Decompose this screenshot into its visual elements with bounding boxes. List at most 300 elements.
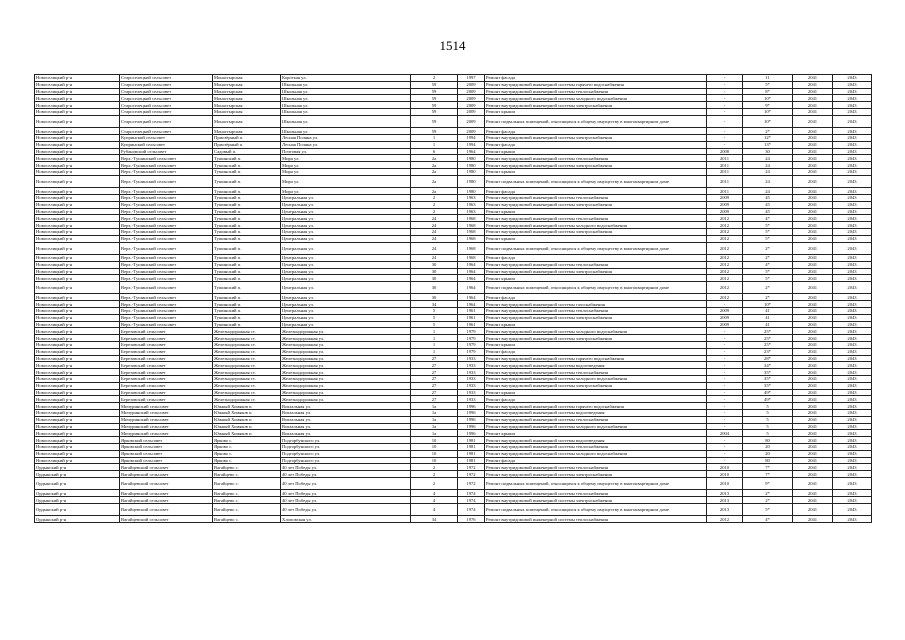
street-cell: 40 лет Победы ул. <box>281 478 411 490</box>
work-type-cell: Ремонт внутридомовой инженерной системы теплоснабжения <box>485 516 707 523</box>
district-cell: Новоселицкий р-н <box>35 335 120 342</box>
wear-index-cell: 7* <box>743 464 793 471</box>
last-repair-cell: 2009 <box>707 314 743 321</box>
year-cell: 2009 <box>458 88 485 95</box>
year-cell: 1933 <box>458 369 485 376</box>
end-year-cell: 2043 <box>833 242 872 254</box>
work-type-cell: Ремонт внутридомовой инженерной системы теплоснабжения <box>485 155 707 162</box>
work-type-cell: Ремонт подвальных помещений, относящихся к общему имуществу в многоквартирном доме <box>485 503 707 515</box>
wear-index-cell: 5 <box>743 423 793 430</box>
district-cell: Новоселицкий р-н <box>35 321 120 328</box>
house-cell: 4 <box>411 497 458 504</box>
work-type-cell: Ремонт фасада <box>485 457 707 464</box>
start-year-cell: 2041 <box>793 342 833 349</box>
street-cell: Центральная ул. <box>281 194 411 201</box>
wear-index-cell: 45 <box>743 201 793 208</box>
settlement-cell: Мичуринский сельсовет <box>120 430 213 437</box>
table-row <box>35 148 872 155</box>
district-cell: Новоселицкий р-н <box>35 215 120 222</box>
settlement-cell: Березовский сельсовет <box>120 369 213 376</box>
end-year-cell: 2043 <box>833 410 872 417</box>
wear-index-cell: 24 <box>743 175 793 187</box>
work-type-cell: Ремонт подвальных помещений, относящихся к общему имуществу в многоквартирном доме <box>485 242 707 254</box>
wear-index-cell: 10* <box>743 301 793 308</box>
wear-index-cell: 28* <box>743 355 793 362</box>
locality-cell: Тушинский п. <box>213 208 281 215</box>
district-cell: Новоселицкий р-н <box>35 275 120 282</box>
year-cell: 1963 <box>458 201 485 208</box>
district-cell: Новоселицкий р-н <box>35 108 120 115</box>
year-cell: 1974 <box>458 490 485 497</box>
settlement-cell: Вагайцевский сельсовет <box>120 478 213 490</box>
start-year-cell: 2041 <box>793 335 833 342</box>
end-year-cell: 2043 <box>833 81 872 88</box>
start-year-cell: 2041 <box>793 275 833 282</box>
end-year-cell: 2043 <box>833 282 872 294</box>
start-year-cell: 2041 <box>793 403 833 410</box>
street-cell: Железнодорожная ул. <box>281 362 411 369</box>
street-cell: Центральная ул. <box>281 201 411 208</box>
street-cell: Железнодорожная ул. <box>281 389 411 396</box>
wear-index-cell: 45 <box>743 194 793 201</box>
district-cell: Новоселицкий р-н <box>35 308 120 315</box>
work-type-cell: Ремонт фасада <box>485 294 707 301</box>
last-repair-cell: 2004 <box>707 430 743 437</box>
house-cell: 2а <box>411 162 458 169</box>
house-cell: 1 <box>411 328 458 335</box>
settlement-cell: Вагайцевский сельсовет <box>120 503 213 515</box>
last-repair-cell: 2012 <box>707 222 743 229</box>
house-cell: 24 <box>411 235 458 242</box>
end-year-cell: 2043 <box>833 235 872 242</box>
locality-cell: Монастырская <box>213 115 281 127</box>
table-row <box>35 437 872 444</box>
street-cell: Центральная ул. <box>281 314 411 321</box>
year-cell: 1961 <box>458 321 485 328</box>
year-cell: 1979 <box>458 328 485 335</box>
last-repair-cell: 2012 <box>707 228 743 235</box>
start-year-cell: 2041 <box>793 194 833 201</box>
house-cell: 59 <box>411 115 458 127</box>
work-type-cell: Ремонт внутридомовой инженерной системы электроснабжения <box>485 162 707 169</box>
end-year-cell: 2043 <box>833 335 872 342</box>
settlement-cell: Березовский сельсовет <box>120 396 213 403</box>
house-cell: 1а <box>411 423 458 430</box>
table-row <box>35 102 872 109</box>
table-row <box>35 215 872 222</box>
street-cell: Центральная ул. <box>281 301 411 308</box>
street-cell: Вокзальная ул. <box>281 423 411 430</box>
settlement-cell: Староселецкий сельсовет <box>120 88 213 95</box>
house-cell: 24 <box>411 228 458 235</box>
locality-cell: Тушинский п. <box>213 194 281 201</box>
work-type-cell: Ремонт внутридомовой инженерной системы электроснабжения <box>485 382 707 389</box>
locality-cell: Монастырская <box>213 95 281 102</box>
district-cell: Новоселицкий р-н <box>35 382 120 389</box>
work-type-cell: Ремонт внутридомовой инженерной системы теплоснабжения <box>485 464 707 471</box>
end-year-cell: 2043 <box>833 141 872 148</box>
locality-cell: Южный Хомяков п. <box>213 410 281 417</box>
year-cell: 1972 <box>458 464 485 471</box>
year-cell: 1933 <box>458 396 485 403</box>
end-year-cell: 2043 <box>833 444 872 451</box>
year-cell: 1980 <box>458 175 485 187</box>
last-repair-cell: - <box>707 410 743 417</box>
wear-index-cell: 24 <box>743 155 793 162</box>
locality-cell: Ярково с. <box>213 457 281 464</box>
district-cell: Новоселицкий р-н <box>35 423 120 430</box>
locality-cell: Южный Хомяков п. <box>213 403 281 410</box>
year-cell: 1961 <box>458 314 485 321</box>
locality-cell: Тушинский п. <box>213 235 281 242</box>
table-row <box>35 81 872 88</box>
district-cell: Новоселицкий р-н <box>35 95 120 102</box>
end-year-cell: 2043 <box>833 464 872 471</box>
settlement-cell: Мичуринский сельсовет <box>120 423 213 430</box>
work-type-cell: Ремонт крыши <box>485 235 707 242</box>
table-row <box>35 188 872 195</box>
house-cell: 2а <box>411 188 458 195</box>
settlement-cell: Вагайцевский сельсовет <box>120 490 213 497</box>
street-cell: 40 лет Победы ул. <box>281 490 411 497</box>
house-cell: 59 <box>411 95 458 102</box>
locality-cell: Монастырская <box>213 102 281 109</box>
street-cell: Лесная Поляна ул. <box>281 141 411 148</box>
street-cell: Центральная ул. <box>281 242 411 254</box>
locality-cell: Тушинский п. <box>213 282 281 294</box>
street-cell: Школьная ул. <box>281 95 411 102</box>
street-cell: Центральная ул. <box>281 228 411 235</box>
wear-index-cell: 35* <box>743 369 793 376</box>
settlement-cell: Купринский сельсовет <box>120 141 213 148</box>
work-type-cell: Ремонт подвальных помещений, относящихся к общему имуществу в многоквартирном доме <box>485 115 707 127</box>
work-type-cell: Ремонт внутридомовой инженерной системы холодного водоснабжения <box>485 423 707 430</box>
house-cell: 27 <box>411 396 458 403</box>
wear-index-cell: 24 <box>743 168 793 175</box>
end-year-cell: 2043 <box>833 215 872 222</box>
last-repair-cell: - <box>707 444 743 451</box>
start-year-cell: 2041 <box>793 503 833 515</box>
end-year-cell: 2043 <box>833 155 872 162</box>
work-type-cell: Ремонт внутридомовой инженерной системы газоснабжения <box>485 301 707 308</box>
work-type-cell: Ремонт внутридомовой инженерной системы электроснабжения <box>485 228 707 235</box>
street-cell: Школьная ул. <box>281 88 411 95</box>
end-year-cell: 2043 <box>833 95 872 102</box>
end-year-cell: 2043 <box>833 423 872 430</box>
district-cell: Новоселицкий р-н <box>35 88 120 95</box>
year-cell: 1964 <box>458 282 485 294</box>
end-year-cell: 2043 <box>833 148 872 155</box>
last-repair-cell: - <box>707 128 743 135</box>
end-year-cell: 2043 <box>833 450 872 457</box>
house-cell: 59 <box>411 108 458 115</box>
end-year-cell: 2043 <box>833 228 872 235</box>
district-cell: Новоселицкий р-н <box>35 355 120 362</box>
end-year-cell: 2043 <box>833 355 872 362</box>
table-row <box>35 376 872 383</box>
district-cell: Новоселицкий р-н <box>35 254 120 261</box>
table-row <box>35 410 872 417</box>
end-year-cell: 2043 <box>833 194 872 201</box>
table-row <box>35 423 872 430</box>
wear-index-cell: 35* <box>743 382 793 389</box>
district-cell: Новоселицкий р-н <box>35 444 120 451</box>
district-cell: Новоселицкий р-н <box>35 348 120 355</box>
end-year-cell: 2043 <box>833 503 872 515</box>
last-repair-cell: - <box>707 396 743 403</box>
start-year-cell: 2041 <box>793 308 833 315</box>
start-year-cell: 2041 <box>793 254 833 261</box>
settlement-cell: Березовский сельсовет <box>120 342 213 349</box>
year-cell: 1964 <box>458 268 485 275</box>
street-cell: Центральная ул. <box>281 222 411 229</box>
table-row <box>35 261 872 268</box>
wear-index-cell: 25* <box>743 342 793 349</box>
year-cell: 1964 <box>458 275 485 282</box>
table-row <box>35 115 872 127</box>
last-repair-cell: 2010 <box>707 464 743 471</box>
end-year-cell: 2043 <box>833 342 872 349</box>
table-row <box>35 403 872 410</box>
last-repair-cell: - <box>707 457 743 464</box>
start-year-cell: 2041 <box>793 471 833 478</box>
house-cell: 59 <box>411 102 458 109</box>
start-year-cell: 2041 <box>793 478 833 490</box>
work-type-cell: Ремонт фасада <box>485 396 707 403</box>
locality-cell: Ярково с. <box>213 437 281 444</box>
street-cell: Центральная ул. <box>281 321 411 328</box>
last-repair-cell: 2011 <box>707 188 743 195</box>
table-row <box>35 75 872 82</box>
street-cell: Железнодорожная ул. <box>281 369 411 376</box>
start-year-cell: 2041 <box>793 201 833 208</box>
end-year-cell: 2043 <box>833 308 872 315</box>
end-year-cell: 2043 <box>833 168 872 175</box>
locality-cell: Вагайцево с. <box>213 497 281 504</box>
wear-index-cell: 10* <box>743 115 793 127</box>
work-type-cell: Ремонт внутридомовой инженерной системы холодного водоснабжения <box>485 95 707 102</box>
start-year-cell: 2041 <box>793 321 833 328</box>
district-cell: Ордынский р-н <box>35 503 120 515</box>
street-cell: Центральная ул. <box>281 215 411 222</box>
last-repair-cell: - <box>707 369 743 376</box>
wear-index-cell: 10* <box>743 95 793 102</box>
table-row <box>35 108 872 115</box>
last-repair-cell: 2012 <box>707 254 743 261</box>
end-year-cell: 2043 <box>833 416 872 423</box>
work-type-cell: Ремонт внутридомовой инженерной системы холодного водоснабжения <box>485 328 707 335</box>
wear-index-cell: 30 <box>743 148 793 155</box>
locality-cell: Тушинский п. <box>213 215 281 222</box>
locality-cell: Железнодорожная ст. <box>213 342 281 349</box>
work-type-cell: Ремонт крыши <box>485 108 707 115</box>
settlement-cell: Верх.-Тушинский сельсовет <box>120 268 213 275</box>
locality-cell: Вагайцево с. <box>213 478 281 490</box>
street-cell: Хлоповская ул. <box>281 516 411 523</box>
table-row <box>35 490 872 497</box>
district-cell: Новоселицкий р-н <box>35 194 120 201</box>
locality-cell: Приозёрный п. <box>213 134 281 141</box>
street-cell: Школьная ул. <box>281 115 411 127</box>
last-repair-cell: - <box>707 328 743 335</box>
year-cell: 1933 <box>458 376 485 383</box>
street-cell: Лесная Поляна ул. <box>281 134 411 141</box>
last-repair-cell: 2013 <box>707 497 743 504</box>
last-repair-cell: - <box>707 342 743 349</box>
last-repair-cell: - <box>707 335 743 342</box>
start-year-cell: 2041 <box>793 235 833 242</box>
start-year-cell: 2041 <box>793 437 833 444</box>
settlement-cell: Мичуринский сельсовет <box>120 410 213 417</box>
table-row <box>35 194 872 201</box>
start-year-cell: 2041 <box>793 95 833 102</box>
wear-index-cell: 35* <box>743 376 793 383</box>
district-cell: Ордынский р-н <box>35 478 120 490</box>
settlement-cell: Купринский сельсовет <box>120 134 213 141</box>
year-cell: 2009 <box>458 102 485 109</box>
work-type-cell: Ремонт внутридомовой инженерной системы горячего водоснабжения <box>485 81 707 88</box>
house-cell: 10 <box>411 457 458 464</box>
settlement-cell: Верх.-Тушинский сельсовет <box>120 235 213 242</box>
settlement-cell: Староселецкий сельсовет <box>120 102 213 109</box>
street-cell: Школьная ул. <box>281 108 411 115</box>
locality-cell: Железнодорожная ст. <box>213 328 281 335</box>
settlement-cell: Березовский сельсовет <box>120 389 213 396</box>
year-cell: 2009 <box>458 95 485 102</box>
wear-index-cell: 5* <box>743 228 793 235</box>
last-repair-cell: 2012 <box>707 275 743 282</box>
house-cell: 27 <box>411 389 458 396</box>
table-row <box>35 128 872 135</box>
last-repair-cell: - <box>707 134 743 141</box>
locality-cell: Тушинский п. <box>213 162 281 169</box>
end-year-cell: 2043 <box>833 396 872 403</box>
page-number: 1514 <box>439 38 466 53</box>
table-row <box>35 355 872 362</box>
settlement-cell: Верх.-Тушинский сельсовет <box>120 242 213 254</box>
wear-index-cell: 5* <box>743 503 793 515</box>
year-cell: 1979 <box>458 335 485 342</box>
year-cell: 1968 <box>458 242 485 254</box>
end-year-cell: 2043 <box>833 516 872 523</box>
settlement-cell: Верх.-Тушинский сельсовет <box>120 215 213 222</box>
street-cell: Почтовая ул. <box>281 148 411 155</box>
start-year-cell: 2041 <box>793 355 833 362</box>
wear-index-cell: 24 <box>743 162 793 169</box>
end-year-cell: 2043 <box>833 328 872 335</box>
start-year-cell: 2041 <box>793 148 833 155</box>
street-cell: Железнодорожная ул. <box>281 382 411 389</box>
district-cell: Новоселицкий р-н <box>35 222 120 229</box>
last-repair-cell: - <box>707 362 743 369</box>
locality-cell: Вагайцево с. <box>213 503 281 515</box>
wear-index-cell: 13* <box>743 141 793 148</box>
settlement-cell: Березовский сельсовет <box>120 376 213 383</box>
work-type-cell: Ремонт внутридомовой инженерной системы электроснабжения <box>485 314 707 321</box>
end-year-cell: 2043 <box>833 430 872 437</box>
locality-cell: Монастырская <box>213 108 281 115</box>
start-year-cell: 2041 <box>793 457 833 464</box>
table-row <box>35 201 872 208</box>
table-row <box>35 228 872 235</box>
house-cell: 2 <box>411 464 458 471</box>
start-year-cell: 2041 <box>793 102 833 109</box>
street-cell: Железнодорожная ул. <box>281 342 411 349</box>
street-cell: Вокзальная ул. <box>281 410 411 417</box>
wear-index-cell: 2* <box>743 282 793 294</box>
table-row <box>35 242 872 254</box>
street-cell: 40 лет Победы ул. <box>281 471 411 478</box>
work-type-cell: Ремонт внутридомовой инженерной системы водоотведения <box>485 410 707 417</box>
table-row <box>35 168 872 175</box>
last-repair-cell: 2010 <box>707 478 743 490</box>
table-row <box>35 396 872 403</box>
last-repair-cell: - <box>707 450 743 457</box>
end-year-cell: 2043 <box>833 275 872 282</box>
street-cell: Вокзальная ул. <box>281 403 411 410</box>
street-cell: Вокзальная ул. <box>281 430 411 437</box>
locality-cell: Железнодорожная ст. <box>213 396 281 403</box>
wear-index-cell: 9* <box>743 478 793 490</box>
start-year-cell: 2041 <box>793 444 833 451</box>
locality-cell: Тушинский п. <box>213 228 281 235</box>
district-cell: Ордынский р-н <box>35 471 120 478</box>
house-cell: 34 <box>411 516 458 523</box>
work-type-cell: Ремонт внутридомовой инженерной системы холодного водоснабжения <box>485 222 707 229</box>
locality-cell: Тушинский п. <box>213 314 281 321</box>
table-row <box>35 155 872 162</box>
house-cell: 2 <box>411 471 458 478</box>
settlement-cell: Березовский сельсовет <box>120 355 213 362</box>
table-row <box>35 314 872 321</box>
house-cell: 59 <box>411 88 458 95</box>
last-repair-cell: - <box>707 75 743 82</box>
table-row <box>35 342 872 349</box>
start-year-cell: 2041 <box>793 430 833 437</box>
start-year-cell: 2041 <box>793 450 833 457</box>
last-repair-cell: - <box>707 382 743 389</box>
table-row <box>35 516 872 523</box>
year-cell: 1963 <box>458 208 485 215</box>
table-row <box>35 235 872 242</box>
start-year-cell: 2041 <box>793 464 833 471</box>
locality-cell: Тушинский п. <box>213 175 281 187</box>
work-type-cell: Ремонт внутридомовой инженерной системы электроснабжения <box>485 335 707 342</box>
table-row <box>35 389 872 396</box>
street-cell: 40 лет Победы ул. <box>281 503 411 515</box>
district-cell: Новоселицкий р-н <box>35 314 120 321</box>
district-cell: Новоселицкий р-н <box>35 362 120 369</box>
end-year-cell: 2043 <box>833 369 872 376</box>
work-type-cell: Ремонт фасада <box>485 75 707 82</box>
house-cell: 2 <box>411 208 458 215</box>
settlement-cell: Верх.-Тушинский сельсовет <box>120 314 213 321</box>
table-row <box>35 294 872 301</box>
house-cell: 30 <box>411 282 458 294</box>
district-cell: Новоселицкий р-н <box>35 162 120 169</box>
district-cell: Новоселицкий р-н <box>35 294 120 301</box>
house-cell: 30 <box>411 261 458 268</box>
settlement-cell: Староселецкий сельсовет <box>120 115 213 127</box>
table-row <box>35 348 872 355</box>
wear-index-cell: 9* <box>743 102 793 109</box>
year-cell: 1980 <box>458 188 485 195</box>
wear-index-cell: 4* <box>743 516 793 523</box>
year-cell: 1980 <box>458 155 485 162</box>
district-cell: Новоселицкий р-н <box>35 450 120 457</box>
last-repair-cell: 2011 <box>707 168 743 175</box>
settlement-cell: Верх.-Тушинский сельсовет <box>120 168 213 175</box>
